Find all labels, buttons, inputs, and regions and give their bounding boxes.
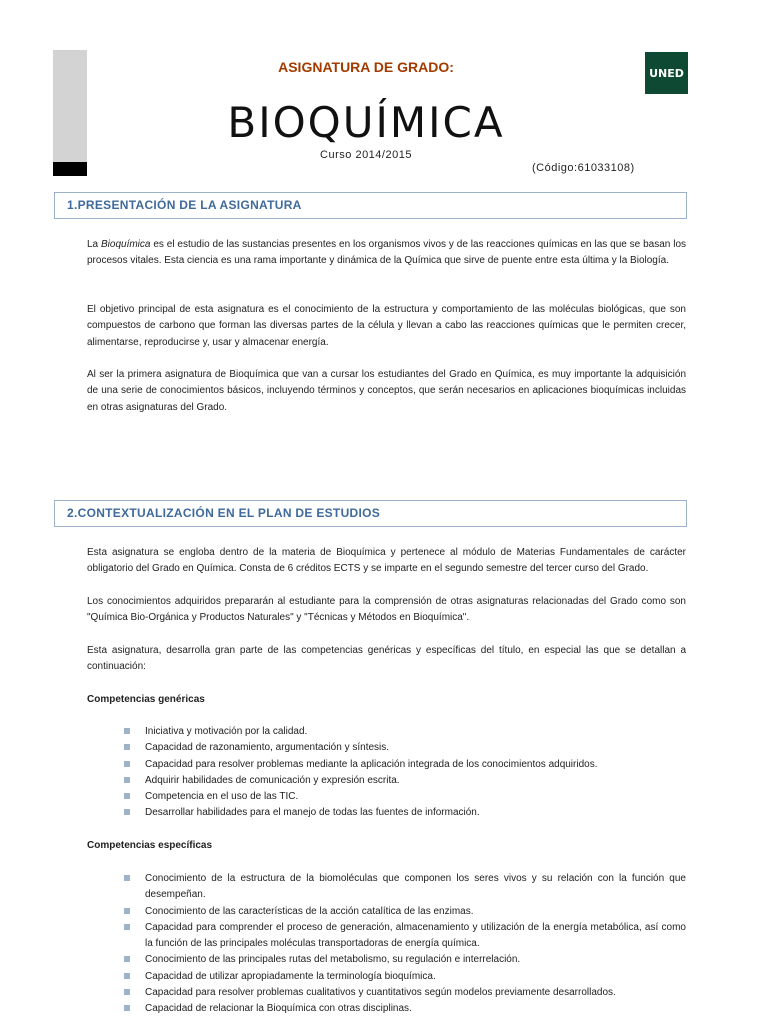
logo-text: UNED [649, 66, 684, 80]
generic-competences-list [123, 724, 686, 822]
section-heading-contextualizacion: 2.CONTEXTUALIZACIÓN EN EL PLAN DE ESTUDIOS [54, 500, 687, 527]
list-item: Capacidad para resolver problemas cualitativos y cuantitativos según modelos previamente desarrollados. [123, 985, 686, 1001]
list-item: Capacidad para comprender el proceso de generación, almacenamiento y utilización de la energía metabólica, así como la función de las principales moléculas transportadoras de energía química. [123, 920, 686, 953]
list-item: Competencia en el uso de las TIC. [123, 789, 686, 805]
paragraph-context: Esta asignatura se engloba dentro de la materia de Bioquímica y pertenece al módulo de Materias Fundamentales de carácter obligatorio del Grado en Química. Consta de 6 créditos ECTS y se imparte en el segundo semestre del tercer curso del Grado. [87, 547, 686, 575]
list-item: Conocimiento de las características de la acción catalítica de las enzimas. [123, 904, 686, 920]
paragraph-competences-intro: Esta asignatura, desarrolla gran parte de las competencias genéricas y específicas del título, en especial las que se detallan a continuación: [87, 645, 686, 673]
list-item: Desarrollar habilidades para el manejo de todas las fuentes de información. [123, 805, 686, 821]
list-item: Capacidad de relacionar la Bioquímica con otras disciplinas. [123, 1001, 686, 1017]
generic-competences-heading: Competencias genéricas [87, 694, 205, 705]
subject-code: (Código:61033108) [532, 162, 635, 174]
specific-competences-list [123, 871, 686, 1018]
decorative-black-bar [53, 162, 87, 176]
list-item: Capacidad de utilizar apropiadamente la terminología bioquímica. [123, 969, 686, 985]
subject-label: ASIGNATURA DE GRADO: [278, 59, 454, 75]
paragraph-first-subject: Al ser la primera asignatura de Bioquímica que van a cursar los estudiantes del Grado en Química, es muy importante la adquisición de una serie de conocimientos básicos, incluyendo términos y conceptos, que serán necesarios en aplicaciones bioquímicas incluidas en otras asignaturas del Grado. [87, 369, 686, 413]
list-item: Capacidad de razonamiento, argumentación y síntesis. [123, 740, 686, 756]
specific-competences-heading: Competencias específicas [87, 840, 213, 851]
intro-emphasis: Bioquímica [101, 239, 151, 250]
intro-prefix: La [87, 239, 101, 250]
page-title: BIOQUÍMICA [227, 98, 505, 147]
course-year: Curso 2014/2015 [320, 149, 412, 161]
section-heading-presentacion: 1.PRESENTACIÓN DE LA ASIGNATURA [54, 192, 687, 219]
intro-rest: es el estudio de las sustancias presentes en los organismos vivos y de las reacciones químicas en las que se basan los procesos vitales. Esta ciencia es una rama importante y dinámica de la Química que sirve de puente entre esta última y la Biología. [87, 239, 687, 267]
list-item: Conocimiento de las principales rutas del metabolismo, su regulación e interrelación. [123, 952, 686, 968]
paragraph-intro [87, 237, 686, 270]
paragraph-knowledge: Los conocimientos adquiridos prepararán al estudiante para la comprensión de otras asignaturas relacionadas del Grado como son "Química Bio-Orgánica y Productos Naturales" y "Técnicas y Métodos en Bioquímica". [87, 596, 686, 624]
paragraph-objective: El objetivo principal de esta asignatura es el conocimiento de la estructura y comportamiento de las moléculas biológicas, que son compuestos de carbono que forman las diversas partes de la célula y llevan a cabo las reacciones químicas que le permiten crecer, alimentarse, reproducirse y, usar y almacenar energía. [87, 304, 686, 348]
list-item: Capacidad para resolver problemas mediante la aplicación integrada de los conocimientos adquiridos. [123, 757, 686, 773]
list-item: Adquirir habilidades de comunicación y expresión escrita. [123, 773, 686, 789]
list-item: Iniciativa y motivación por la calidad. [123, 724, 686, 740]
uned-logo [645, 52, 688, 94]
list-item: Conocimiento de la estructura de la biomoléculas que componen los seres vivos y su relación con la función que desempeñan. [123, 871, 686, 904]
